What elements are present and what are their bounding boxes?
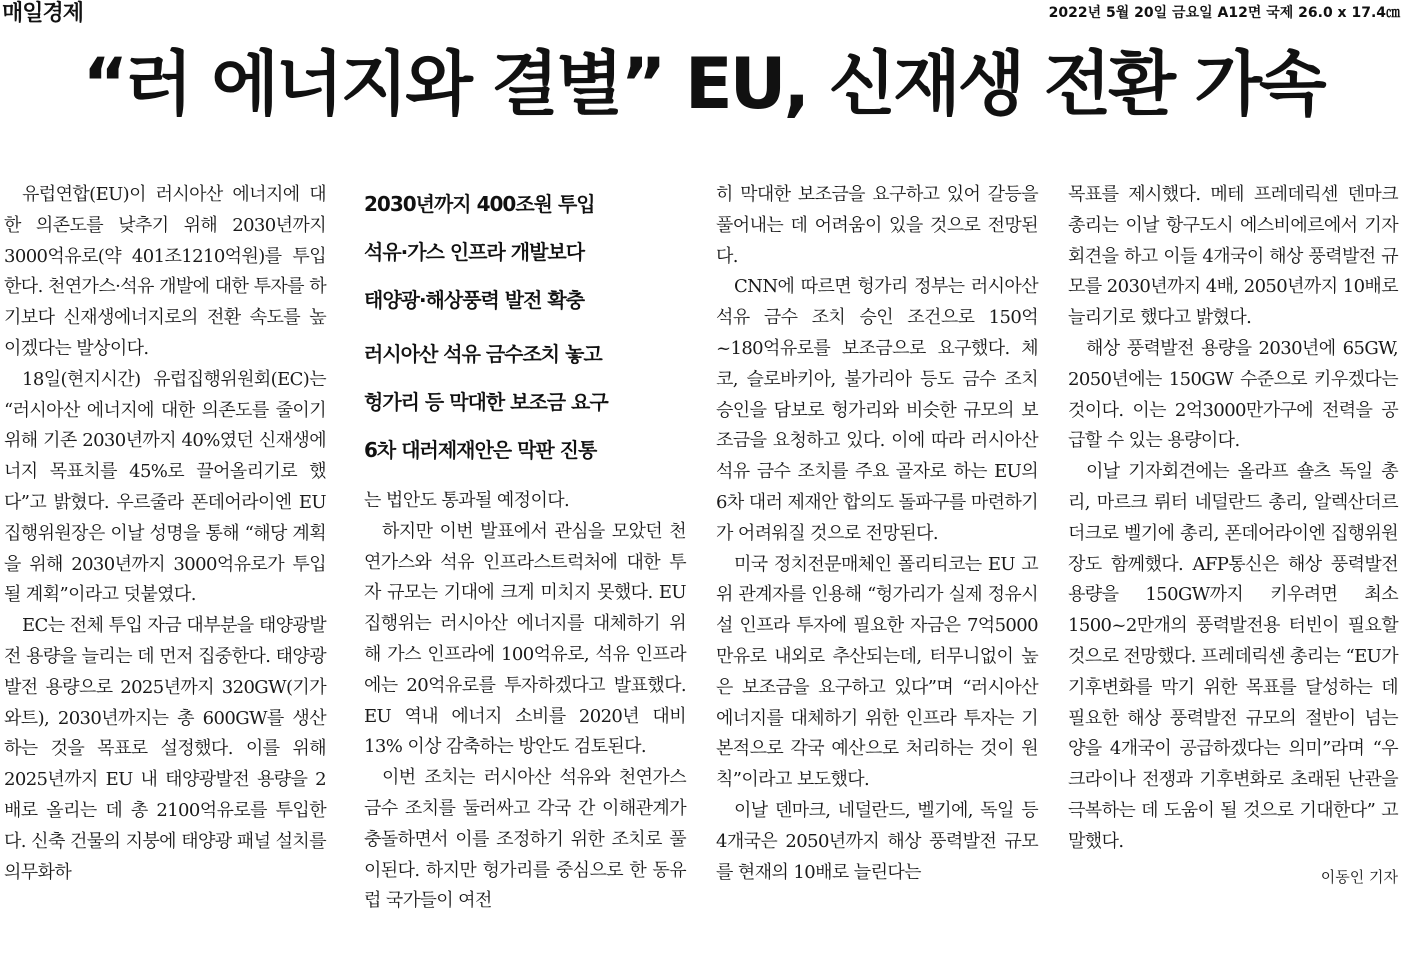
paragraph: 히 막대한 보조금을 요구하고 있어 갈등을 풀어내는 데 어려움이 있을 것으로 전망된다. <box>716 184 1038 267</box>
paragraph: 18일(현지시간) 유럽집행위원회(EC)는 “러시아산 에너지에 대한 의존도를 줄이기 위해 기존 2030년까지 40%였던 신재생에너지 목표치를 45%로 끌어올리기로 했다”고 밝혔다. 우르줄라 폰데어라이엔 EU 집행위원장은 이날 성명을 통해 “해당 계획을 위해 2030년까지 3000억유로가 투입될 계획”이라고 덧붙였다. <box>4 368 326 606</box>
subheadline-group-1 <box>364 180 686 324</box>
article-column-3 <box>716 180 1038 888</box>
article-column-2 <box>364 180 686 917</box>
headline: “러 에너지와 결별” EU, 신재생 전환 가속 <box>82 43 1324 125</box>
subheadline: 6차 대러제재안은 막판 진통 <box>364 438 597 462</box>
article-column-4 <box>1068 180 1398 892</box>
article-column-1 <box>4 180 326 888</box>
paragraph: 목표를 제시했다. 메테 프레데릭센 덴마크 총리는 이날 항구도시 에스비에르에서 기자회견을 하고 이들 4개국이 해상 풍력발전 규모를 2030년까지 4배, 2050년까지 10배로 늘리기로 했다고 밝혔다. <box>1068 184 1398 329</box>
paragraph: 는 법안도 통과될 예정이다. <box>364 490 570 511</box>
publication-info: 2022년 5월 20일 금요일 A12면 국제 26.0 x 17.4㎝ <box>1048 5 1400 21</box>
subheadline-group-2 <box>364 330 686 474</box>
subheadline: 러시아산 석유 금수조치 놓고 <box>364 342 602 366</box>
paragraph: EC는 전체 투입 자금 대부분을 태양광발전 용량을 늘리는 데 먼저 집중한다. 태양광발전 용량으로 2025년까지 320GW(기가와트), 2030년까지는 총 600GW를 생산하는 것을 목표로 설정했다. 이를 위해 2025년까지 EU 내 태양광발전 용량을 2배로 올리는 데 총 2100억유로를 투입한다. 신축 건물의 지붕에 태양광 패널 설치를 의무화하 <box>4 615 326 883</box>
subheadline: 석유·가스 인프라 개발보다 <box>364 240 585 264</box>
paragraph: CNN에 따르면 헝가리 정부는 러시아산 석유 금수 조치 승인 조건으로 150억~180억유로를 보조금으로 요구했다. 체코, 슬로바키아, 불가리아 등도 금수 조치 승인을 담보로 헝가리와 비슷한 규모의 보조금을 요청하고 있다. 이에 따라 러시아산 석유 금수 조치를 주요 골자로 하는 EU의 6차 대러 제재안 합의도 돌파구를 마련하기가 어려워질 것으로 전망된다. <box>716 276 1038 544</box>
subheadline-block <box>364 180 686 474</box>
paragraph: 이번 조치는 러시아산 석유와 천연가스 금수 조치를 둘러싸고 각국 간 이해관계가 충돌하면서 이를 조정하기 위한 조치로 풀이된다. 하지만 헝가리를 중심으로 한 동유럽 국가들이 여전 <box>364 767 686 912</box>
paragraph: 유럽연합(EU)이 러시아산 에너지에 대한 의존도를 낮추기 위해 2030년까지 3000억유로(약 401조1210억원)를 투입한다. 천연가스·석유 개발에 대한 투자를 하기보다 신재생에너지로의 전환 속도를 높이겠다는 발상이다. <box>4 184 326 359</box>
paragraph: 해상 풍력발전 용량을 2030년에 65GW, 2050년에는 150GW 수준으로 키우겠다는 것이다. 이는 2억3000만가구에 전력을 공급할 수 있는 용량이다. <box>1068 337 1398 452</box>
subheadline: 헝가리 등 막대한 보조금 요구 <box>364 390 608 414</box>
subheadline: 태양광·해상풍력 발전 확충 <box>364 288 585 312</box>
subheadline: 2030년까지 400조원 투입 <box>364 192 595 216</box>
paragraph: 이날 기자회견에는 올라프 숄츠 독일 총리, 마르크 뤼터 네덜란드 총리, 알렉산더르 더크로 벨기에 총리, 폰데어라이엔 집행위원장도 함께했다. AFP통신은 해상 풍력발전 용량을 150GW까지 키우려면 최소 1500~2만개의 풍력발전용 터빈이 필요할 것으로 전망했다. 프레데릭센 총리는 “EU가 기후변화를 막기 위한 목표를 달성하는 데 필요한 해상 풍력발전 규모의 절반이 넘는 양을 4개국이 공급하겠다는 의미”라며 “우크라이나 전쟁과 기후변화로 초래된 난관을 극복하는 데 도움이 될 것으로 기대한다” 고 말했다. <box>1068 461 1398 852</box>
byline: 이동인 기자 <box>1320 867 1398 886</box>
paragraph: 미국 정치전문매체인 폴리티코는 EU 고위 관계자를 인용해 “헝가리가 실제 정유시설 인프라 투자에 필요한 자금은 7억5000만유로 내외로 추산되는데, 터무니없이 높은 보조금을 요구하고 있다”며 “러시아산 에너지를 대체하기 위한 인프라 투자는 기본적으로 각국 예산으로 처리하는 것이 원칙”이라고 보도했다. <box>716 553 1038 791</box>
masthead-logo: 매일경제 <box>2 1 84 26</box>
paragraph: 이날 덴마크, 네덜란드, 벨기에, 독일 등 4개국은 2050년까지 해상 풍력발전 규모를 현재의 10배로 늘린다는 <box>716 799 1038 883</box>
paragraph: 하지만 이번 발표에서 관심을 모았던 천연가스와 석유 인프라스트럭처에 대한 투자 규모는 기대에 크게 미치지 못했다. EU 집행위는 러시아산 에너지를 대체하기 위해 가스 인프라에 100억유로, 석유 인프라에는 20억유로를 투자하겠다고 발표했다. EU 역내 에너지 소비를 2020년 대비 13% 이상 감축하는 방안도 검토된다. <box>364 520 686 758</box>
